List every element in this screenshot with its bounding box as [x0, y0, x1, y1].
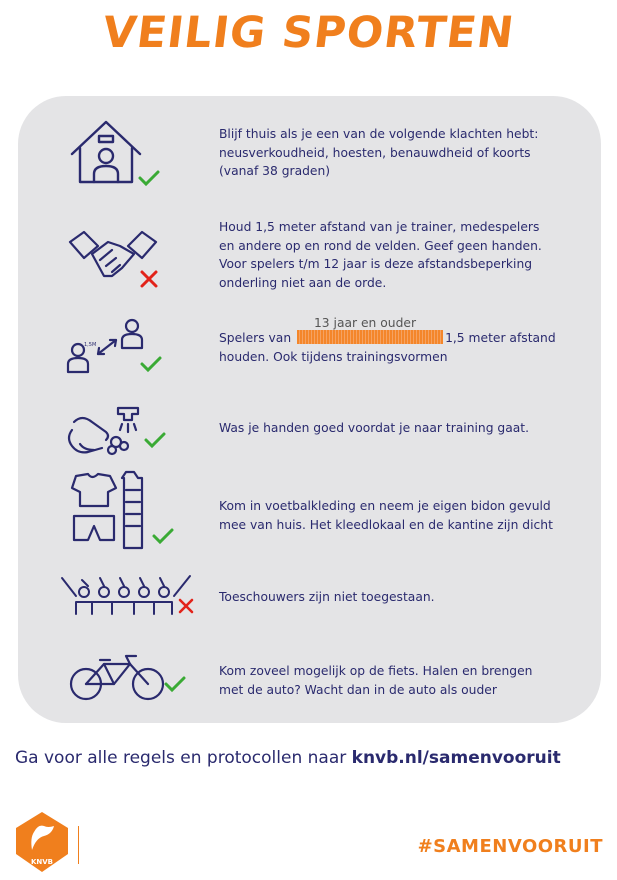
logo-divider	[78, 826, 79, 864]
spectators-icon	[62, 570, 182, 660]
handshake-icon	[62, 216, 182, 306]
rule-line	[219, 329, 579, 348]
rule-text	[219, 329, 579, 366]
rule-line: Was je handen goed voordat je naar training gaat.	[219, 421, 530, 435]
rule-text	[219, 588, 579, 607]
rule-line: en andere op en rond de velden. Geef geen handen.	[219, 238, 542, 253]
footer-prefix: Ga voor alle regels en protocollen naar	[15, 748, 352, 768]
rule-line: onderling niet aan de orde.	[219, 275, 387, 290]
rule-prefix: Spelers van	[219, 331, 292, 345]
rule-line: Toeschouwers zijn niet toegestaan.	[219, 590, 435, 604]
rule-text	[219, 218, 579, 292]
kit-bottle-icon	[62, 470, 182, 560]
rule-line: Kom zoveel mogelijk op de fiets. Halen en brengen	[219, 664, 533, 678]
rule-line: neusverkoudheid, hoesten, benauwdheid of koorts	[219, 145, 531, 160]
house-person-icon	[62, 116, 182, 206]
rule-line: (vanaf 38 graden)	[219, 164, 331, 178]
hashtag: #SAMENVOORUIT	[417, 836, 603, 857]
rule-line: Kom in voetbalkleding en neem je eigen bidon gevuld	[219, 499, 551, 513]
rule-line: houden. Ook tijdens trainingsvormen	[219, 349, 448, 364]
age-highlight-label: 13 jaar en ouder	[313, 316, 417, 330]
highlight-bar	[297, 330, 443, 344]
rules-panel	[18, 96, 601, 723]
footer-text	[15, 748, 561, 768]
rule-text	[219, 419, 579, 438]
rule-text	[219, 662, 579, 699]
distance-label: 1,5M	[84, 342, 97, 348]
footer-link[interactable]: knvb.nl/samenvooruit	[351, 748, 561, 768]
rule-suffix: 1,5 meter afstand	[445, 331, 556, 345]
rule-line: mee van huis. Het kleedlokaal en de kantine zijn dicht	[219, 517, 553, 532]
rule-line: met de auto? Wacht dan in de auto als ouder	[219, 682, 497, 697]
distance-people-icon	[62, 314, 182, 404]
bicycle-icon	[62, 654, 182, 744]
rule-text	[219, 497, 579, 534]
rule-text	[219, 125, 579, 181]
rule-line: Voor spelers t/m 12 jaar is deze afstandsbeperking	[219, 257, 533, 271]
rule-line: Houd 1,5 meter afstand van je trainer, medespelers	[219, 220, 540, 234]
logo-text: KNVB	[30, 858, 54, 866]
page-title: VEILIG SPORTEN	[99, 8, 518, 58]
rule-line: Blijf thuis als je een van de volgende klachten hebt:	[219, 127, 539, 141]
knvb-logo	[12, 810, 72, 876]
